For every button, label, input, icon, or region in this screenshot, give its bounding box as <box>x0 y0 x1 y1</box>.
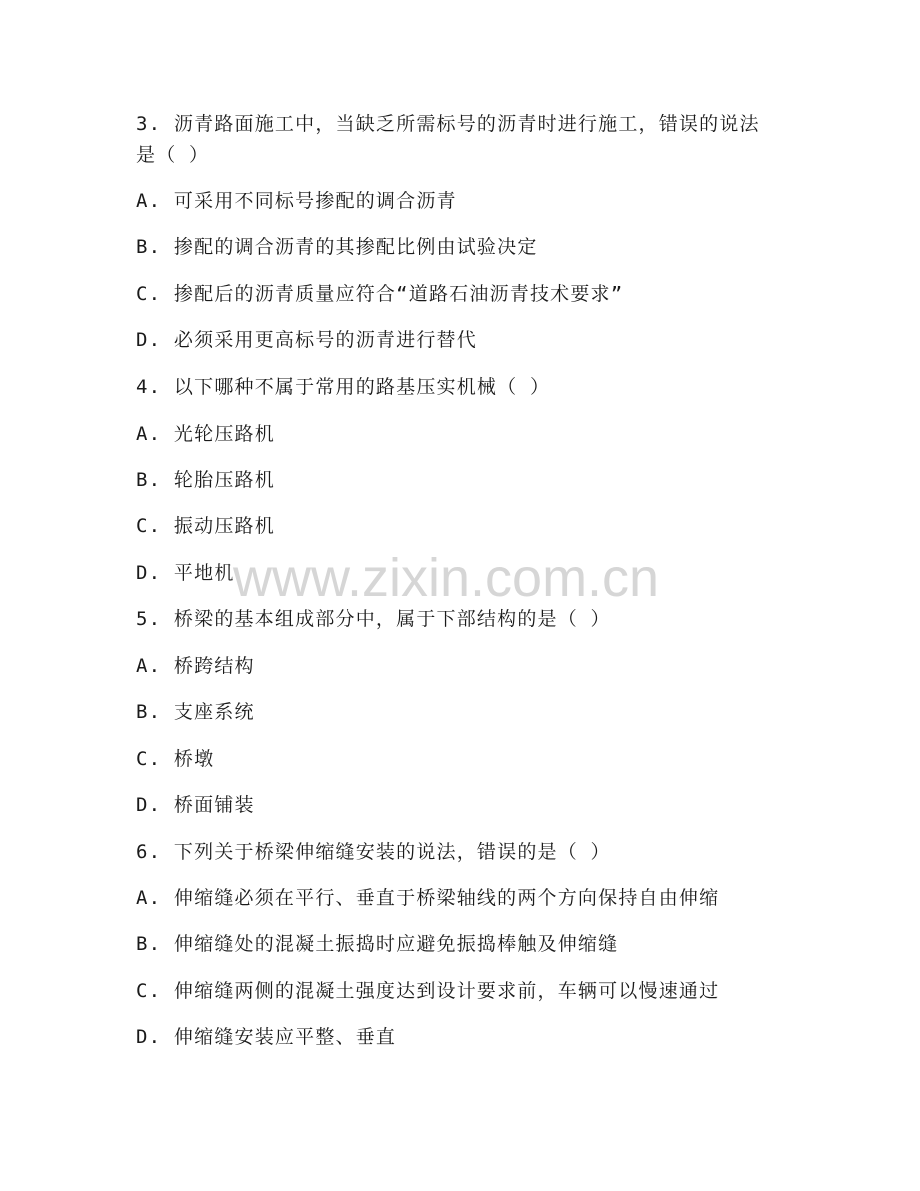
question-5-stem: 5. 桥梁的基本组成部分中，属于下部结构的是（ ） <box>136 608 611 630</box>
question-6-option-d: D. 伸缩缝安装应平整、垂直 <box>136 1026 397 1048</box>
question-3-option-b: B. 掺配的调合沥青的其掺配比例由试验决定 <box>136 236 538 258</box>
question-5-option-b: B. 支座系统 <box>136 701 255 723</box>
question-3-option-d: D. 必须采用更高标号的沥青进行替代 <box>136 329 477 351</box>
question-6-stem: 6. 下列关于桥梁伸缩缝安装的说法，错误的是（ ） <box>136 841 611 863</box>
question-5-option-c: C. 桥墩 <box>136 748 215 770</box>
question-4-option-a: A. 光轮压路机 <box>136 423 275 445</box>
watermark: www.zixin.com.cn <box>233 548 660 608</box>
question-3-stem-line1: 3. 沥青路面施工中，当缺乏所需标号的沥青时进行施工，错误的说法 <box>136 113 760 135</box>
question-4-stem: 4. 以下哪种不属于常用的路基压实机械（ ） <box>136 376 551 398</box>
question-3-option-a: A. 可采用不同标号掺配的调合沥青 <box>136 190 457 212</box>
question-5-option-d: D. 桥面铺装 <box>136 794 255 816</box>
question-6-option-b: B. 伸缩缝处的混凝土振捣时应避免振捣棒触及伸缩缝 <box>136 933 619 955</box>
question-6-option-c: C. 伸缩缝两侧的混凝土强度达到设计要求前，车辆可以慢速通过 <box>136 980 720 1002</box>
question-3-stem-line2: 是（ ） <box>136 144 210 166</box>
question-5-option-a: A. 桥跨结构 <box>136 655 255 677</box>
question-6-option-a: A. 伸缩缝必须在平行、垂直于桥梁轴线的两个方向保持自由伸缩 <box>136 887 720 909</box>
question-4-option-b: B. 轮胎压路机 <box>136 469 275 491</box>
question-3-option-c: C. 掺配后的沥青质量应符合“道路石油沥青技术要求” <box>136 283 624 305</box>
question-4-option-d: D. 平地机 <box>136 562 235 584</box>
question-4-option-c: C. 振动压路机 <box>136 515 275 537</box>
